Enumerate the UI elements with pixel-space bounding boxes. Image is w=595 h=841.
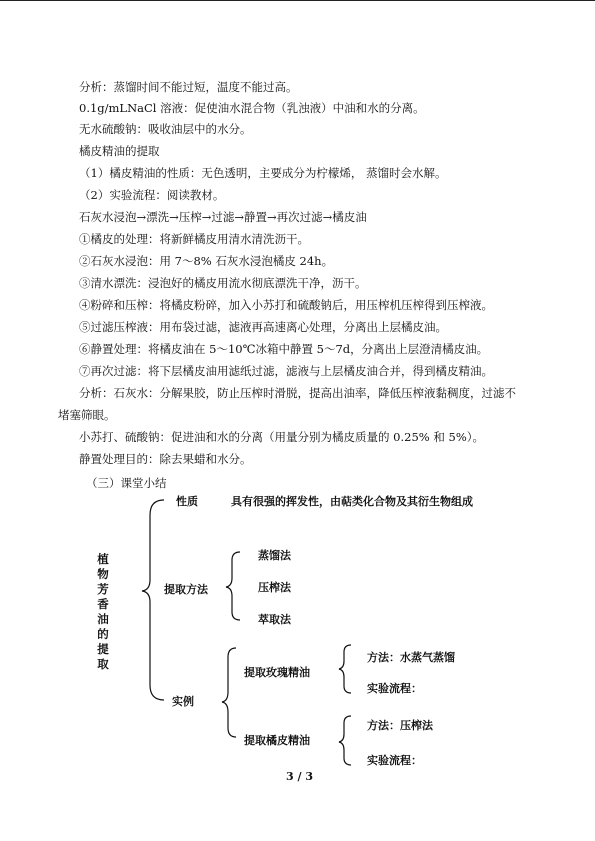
rose-brace: [339, 645, 351, 693]
examples-brace: [222, 648, 236, 737]
root-label: 植 物 芳 香 油 的 提 取: [97, 552, 109, 671]
property-text: 具有很强的挥发性，由萜类化合物及其衍生物组成: [231, 495, 473, 508]
text-line: 分析：石灰水：分解果胶，防止压榨时滑脱，提高出油率，降低压榨液黏稠度，过滤不: [79, 386, 516, 400]
methods-brace: [226, 552, 240, 620]
orange-flow: 实验流程：: [367, 754, 422, 767]
rose-oil-label: 提取玫瑰精油: [244, 666, 310, 679]
rose-method: 方法：水蒸气蒸馏: [367, 651, 455, 664]
text-line: ⑦再次过滤：将下层橘皮油用滤纸过滤，滤液与上层橘皮油合并，得到橘皮精油。: [79, 364, 493, 378]
text-line: 小苏打、硫酸钠：促进油和水的分离（用量分别为橘皮质量的 0.25% 和 5%）。: [79, 430, 484, 444]
section-heading: 橘皮精油的提取: [79, 144, 160, 158]
method-pressing: 压榨法: [258, 581, 291, 594]
text-line: ②石灰水浸泡：用 7～8% 石灰水浸泡橘皮 24h。: [79, 254, 334, 268]
examples-label: 实例: [172, 695, 194, 708]
method-extraction: 萃取法: [258, 613, 291, 626]
orange-brace: [339, 716, 351, 765]
text-line: 0.1g/mLNaCl 溶液：促使油水混合物（乳浊液）中油和水的分离。: [79, 101, 425, 115]
summary-title: （三）课堂小结: [86, 476, 167, 490]
page-number: 3 / 3: [286, 770, 313, 783]
text-line: 堵塞筛眼。: [58, 408, 116, 422]
methods-label: 提取方法: [164, 583, 208, 596]
rose-flow: 实验流程：: [367, 682, 422, 695]
property-label: 性质: [176, 495, 198, 508]
text-line: 静置处理目的：除去果蜡和水分。: [79, 452, 252, 466]
text-line: ①橘皮的处理：将新鲜橘皮用清水清洗沥干。: [79, 232, 309, 246]
text-line: ③清水漂洗：浸泡好的橘皮用流水彻底漂洗干净，沥干。: [79, 276, 367, 290]
orange-method: 方法：压榨法: [367, 719, 433, 732]
text-line: ⑤过滤压榨液：用布袋过滤，滤液再高速离心处理，分离出上层橘皮油。: [79, 320, 447, 334]
orange-oil-label: 提取橘皮精油: [244, 734, 310, 747]
text-line: 无水硫酸钠：吸收油层中的水分。: [79, 122, 252, 136]
main-brace: [142, 500, 164, 700]
method-distillation: 蒸馏法: [258, 549, 291, 562]
text-line: 分析：蒸馏时间不能过短，温度不能过高。: [79, 80, 298, 94]
text-line: （1）橘皮精油的性质：无色透明，主要成分为柠檬烯， 蒸馏时会水解。: [79, 166, 447, 180]
text-line: ⑥静置处理：将橘皮油在 5～10℃冰箱中静置 5～7d，分离出上层澄清橘皮油。: [79, 342, 489, 356]
process-flow: 石灰水浸泡→漂洗→压榨→过滤→静置→再次过滤→橘皮油: [79, 210, 367, 224]
text-line: ④粉碎和压榨：将橘皮粉碎，加入小苏打和硫酸钠后，用压榨机压榨得到压榨液。: [79, 298, 493, 312]
text-line: （2）实验流程：阅读教材。: [79, 188, 225, 202]
